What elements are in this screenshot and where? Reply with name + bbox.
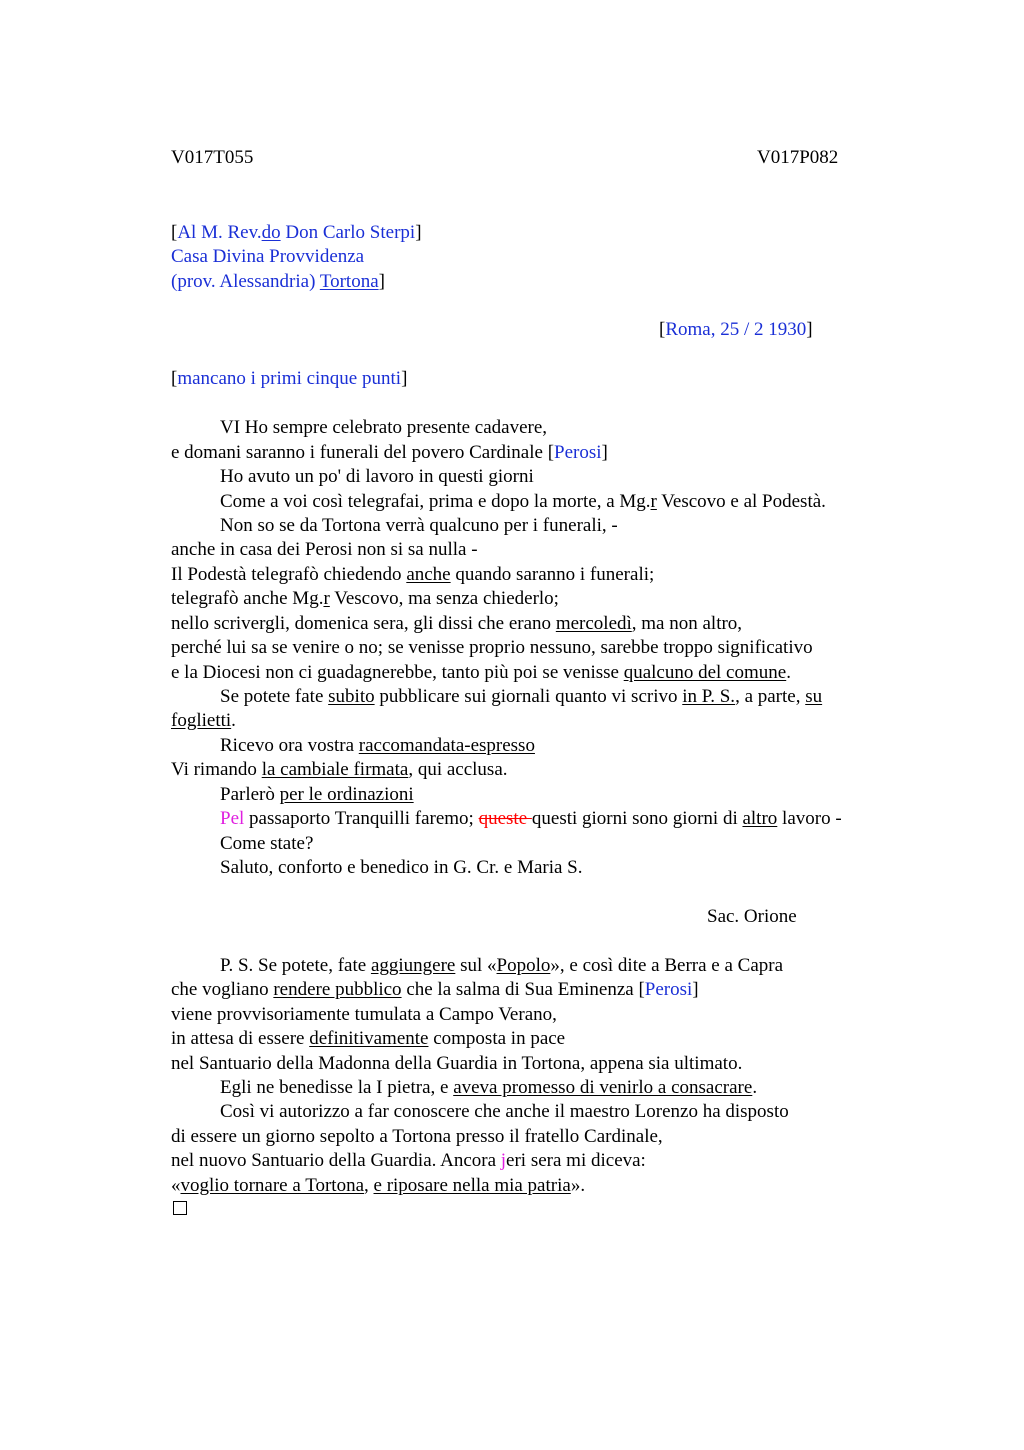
body-line: e domani saranno i funerali del povero Cardinale [Perosi] xyxy=(171,442,608,463)
document-code-right: V017P082 xyxy=(757,147,839,168)
variant-reading: j xyxy=(500,1150,507,1171)
body-line: Se potete fate subito pubblicare sui giornali quanto vi scrivo in P. S., a parte, su xyxy=(220,686,823,707)
body-line: Pel passaporto Tranquilli faremo; queste questi giorni sono giorni di altro lavoro - xyxy=(220,808,842,829)
body-line: Il Podestà telegrafò chiedendo anche quando saranno i funerali; xyxy=(171,564,655,585)
address-line-1: [Al M. Rev.do Don Carlo Sterpi] xyxy=(171,222,422,243)
body-line: Ho avuto un po' di lavoro in questi giorni xyxy=(220,466,534,487)
ps-line: nel Santuario della Madonna della Guardia in Tortona, appena sia ultimato. xyxy=(171,1053,743,1074)
body-line: foglietti. xyxy=(171,710,236,731)
body-line: perché lui sa se venire o no; se venisse proprio nessuno, sarebbe troppo significativo xyxy=(171,637,813,658)
body-line: e la Diocesi non ci guadagnerebbe, tanto più poi se venisse qualcuno del comune. xyxy=(171,662,791,683)
body-line: Saluto, conforto e benedico in G. Cr. e Maria S. xyxy=(220,857,583,878)
ps-line: viene provvisoriamente tumulata a Campo Verano, xyxy=(171,1004,557,1025)
body-line: nello scrivergli, domenica sera, gli dissi che erano mercoledì, ma non altro, xyxy=(171,613,743,634)
address-line-3: (prov. Alessandria) Tortona] xyxy=(171,271,385,292)
body-line: anche in casa dei Perosi non si sa nulla - xyxy=(171,539,478,560)
signature: Sac. Orione xyxy=(707,906,797,927)
ps-line: in attesa di essere definitivamente composta in pace xyxy=(171,1028,566,1049)
ps-line: nel nuovo Santuario della Guardia. Ancora jeri sera mi diceva: xyxy=(171,1150,646,1171)
document-code-left: V017T055 xyxy=(171,147,254,168)
body-line: Come a voi così telegrafai, prima e dopo la morte, a Mg.r Vescovo e al Podestà. xyxy=(220,491,826,512)
ps-line: Egli ne benedisse la I pietra, e aveva promesso di venirlo a consacrare. xyxy=(220,1077,758,1098)
body-line: Parlerò per le ordinazioni xyxy=(220,784,414,805)
ps-line: che vogliano rendere pubblico che la salma di Sua Eminenza [Perosi] xyxy=(171,979,699,1000)
letter-date: [Roma, 25 / 2 1930] xyxy=(659,319,813,340)
address-line-2: Casa Divina Provvidenza xyxy=(171,246,365,267)
body-line: Ricevo ora vostra raccomandata-espresso xyxy=(220,735,535,756)
ps-line: «voglio tornare a Tortona, e riposare nella mia patria». xyxy=(171,1175,586,1196)
body-line: Come state? xyxy=(220,833,314,854)
deleted-text: queste xyxy=(478,808,532,829)
variant-reading: Pel xyxy=(220,808,245,829)
address-recipient: Al M. Rev.do Don Carlo Sterpi xyxy=(177,222,416,243)
ps-line: Così vi autorizzo a far conoscere che anche il maestro Lorenzo ha disposto xyxy=(220,1101,789,1122)
ps-line: di essere un giorno sepolto a Tortona presso il fratello Cardinale, xyxy=(171,1126,663,1147)
end-marker-square-icon xyxy=(173,1201,187,1215)
body-line: Non so se da Tortona verrà qualcuno per i funerali, - xyxy=(220,515,618,536)
editorial-note: [mancano i primi cinque punti] xyxy=(171,368,408,389)
body-line: Vi rimando la cambiale firmata, qui acclusa. xyxy=(171,759,508,780)
body-line: VI Ho sempre celebrato presente cadavere, xyxy=(220,417,548,438)
ps-line: P. S. Se potete, fate aggiungere sul «Popolo», e così dite a Berra e a Capra xyxy=(220,955,784,976)
body-line: telegrafò anche Mg.r Vescovo, ma senza chiederlo; xyxy=(171,588,559,609)
